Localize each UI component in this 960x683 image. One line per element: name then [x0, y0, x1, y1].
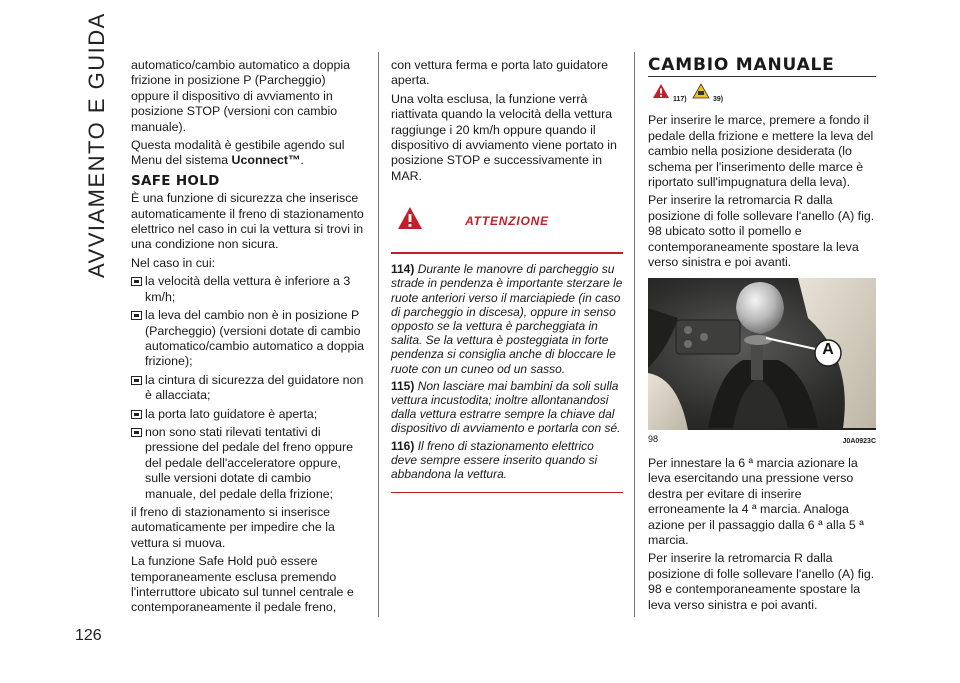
section-heading-safe-hold: SAFE HOLD — [131, 172, 220, 189]
warning-ref: 117) — [673, 96, 687, 104]
page-number: 126 — [75, 627, 102, 644]
uconnect-brand: Uconnect™ — [231, 153, 301, 168]
column-left — [131, 58, 365, 619]
checkbox-bullet-icon — [131, 410, 142, 419]
warning-note: 115) Non lasciare mai bambini da soli sulla vettura incustodita; inoltre allontanandosi dalla vettura estrarre sempre la chiave dal dispositivo di avviamento e portarla con sé. — [391, 378, 621, 436]
figure-code: J0A0923C — [842, 438, 876, 446]
chapter-title: AVVIAMENTO E GUIDA — [84, 12, 109, 278]
list-item: la leva del cambio non è in posizione P (Parcheggio) (versioni dotate di cambio automatico/cambio automatico a doppia frizione); — [131, 308, 365, 370]
checkbox-bullet-icon — [131, 311, 142, 320]
figure-callout-label: A — [822, 341, 834, 359]
warning-note: 114) Durante le manovre di parcheggio su strade in pendenza è importante sterzare le ruote anteriori verso il marciapiede (in caso di parcheggio in discesa), oppure in senso opposto se la vettura è parcheggiata in salita. Se la vettura è posteggiata in forte pendenza si consiglia anche di bloccare le ruote con un cuneo od un sasso. — [391, 262, 623, 376]
warning-triangle-icon — [652, 83, 670, 99]
list-item: la porta lato guidatore è aperta; — [131, 407, 365, 422]
warning-note: 116) Il freno di stazionamento elettrico deve sempre essere inserito quando si abbandona la vettura. — [391, 438, 598, 482]
list-item: non sono stati rilevati tentativi di pressione del pedale del freno oppure del pedale dell'acceleratore oppure, sulle versioni dotate di cambio manuale, del pedale della frizione; — [131, 425, 365, 502]
checkbox-bullet-icon — [131, 428, 142, 437]
caution-ref: 39) — [713, 96, 724, 104]
paragraph: Una volta esclusa, la funzione verrà riattivata quando la velocità della vettura raggiunge i 20 km/h oppure quando il dispositivo di avviamento viene portato in posizione STOP e successivamente in MAR. — [391, 91, 617, 183]
paragraph: il freno di stazionamento si inserisce automaticamente per impedire che la vettura si muova. — [131, 504, 335, 550]
list-item: la cintura di sicurezza del guidatore non è allacciata; — [131, 373, 365, 404]
column-middle — [391, 58, 623, 493]
column-divider — [378, 52, 379, 617]
gear-lever-illustration — [648, 278, 876, 430]
warning-divider — [391, 252, 623, 254]
paragraph: Per inserire le marce, premere a fondo il pedale della frizione e mettere la leva del cambio nella posizione desiderata (lo schema per l'inserimento delle marce è riportato sull'impugnatura della leva). — [648, 113, 874, 190]
paragraph: Per inserire la retromarcia R dalla posizione di folle sollevare l'anello (A) fig. 98 ubicato sotto il pomello e contemporaneamente spostare la leva verso sinistra e poi avanti. — [648, 193, 875, 270]
paragraph: con vettura ferma e porta lato guidatore aperta. — [391, 58, 608, 88]
paragraph: Questa modalità è gestibile agendo sul Menu del sistema Uconnect™. — [131, 138, 345, 168]
warning-box — [391, 204, 623, 493]
column-right — [648, 55, 876, 616]
caution-triangle-icon — [692, 83, 710, 99]
paragraph: La funzione Safe Hold può essere temporaneamente esclusa premendo l'interruttore ubicato sul tunnel centrale e contemporaneamente il pedale freno, — [131, 554, 354, 615]
paragraph: È una funzione di sicurezza che inserisce automaticamente il freno di stazionamento elettrico nel caso in cui la vettura si trovi in una condizione non sicura. — [131, 191, 364, 252]
checkbox-bullet-icon — [131, 376, 142, 385]
list-item: la velocità della vettura è inferiore a 3 km/h; — [131, 274, 365, 305]
warning-label: ATTENZIONE — [465, 214, 549, 229]
checkbox-bullet-icon — [131, 277, 142, 286]
figure-number: 98 — [648, 434, 659, 445]
paragraph: Nel caso in cui: — [131, 255, 216, 270]
paragraph: automatico/cambio automatico a doppia frizione in posizione P (Parcheggio) oppure il dispositivo di avviamento in posizione STOP (versioni con cambio manuale). — [131, 58, 351, 134]
reference-icons — [648, 83, 876, 109]
figure-caption — [648, 432, 876, 449]
paragraph: Per innestare la 6 ª marcia azionare la leva esercitando una pressione verso destra per evitare di inserire erroneamente la 4 ª marcia. Analoga azione per il passaggio dalla 6 ª alla 5 ª marcia. — [648, 455, 864, 547]
column-divider — [634, 52, 635, 617]
section-heading-cambio-manuale: CAMBIO MANUALE — [648, 58, 876, 77]
paragraph: Per inserire la retromarcia R dalla posizione di folle sollevare l'anello (A) fig. 98 e contemporaneamente spostare la leva verso sinistra e poi avanti. — [648, 551, 875, 612]
figure-gear-lever — [648, 278, 876, 430]
